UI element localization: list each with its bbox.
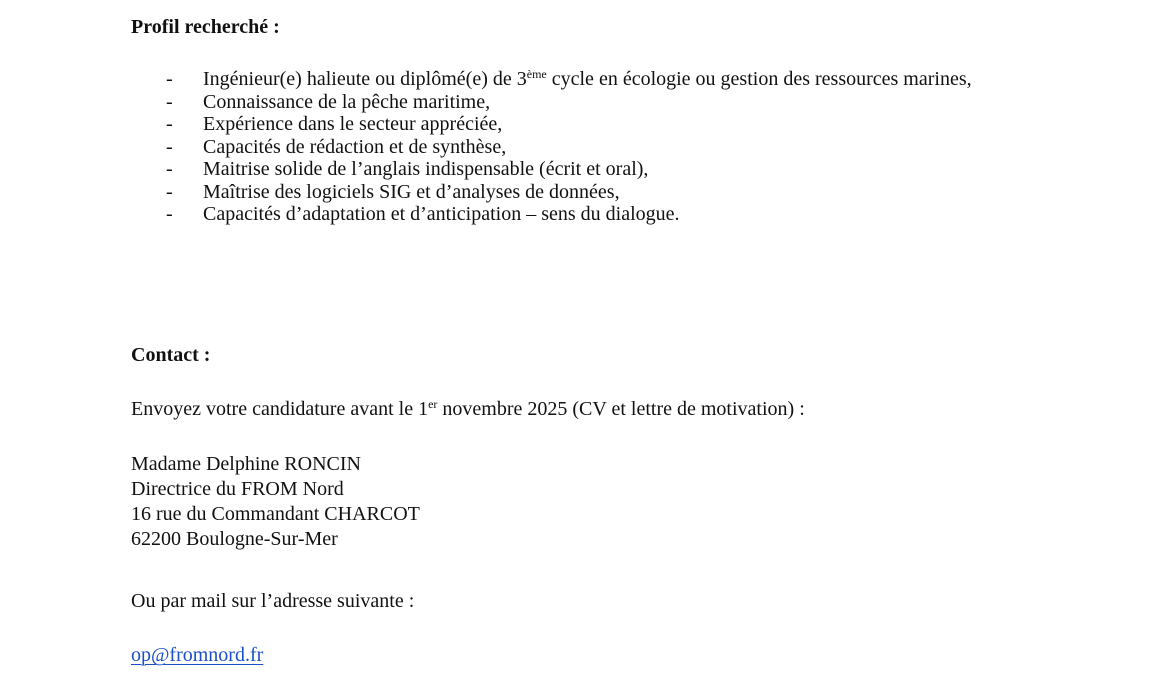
- instructions-superscript: er: [428, 397, 438, 411]
- profile-heading: Profil recherché :: [131, 16, 280, 38]
- instructions-text-start: Envoyez votre candidature avant le 1: [131, 398, 429, 420]
- list-bullet: -: [166, 90, 173, 113]
- address-street: 16 rue du Commandant CHARCOT: [131, 503, 420, 525]
- list-item-superscript: ème: [526, 67, 547, 81]
- address-role: Directrice du FROM Nord: [131, 478, 344, 500]
- list-item-text: Capacités d’adaptation et d’anticipation – sens du dialogue.: [203, 203, 680, 225]
- address-name: Madame Delphine RONCIN: [131, 453, 361, 475]
- email-intro: Ou par mail sur l’adresse suivante :: [131, 590, 415, 612]
- list-item: [131, 91, 1051, 114]
- list-item: [131, 113, 1051, 136]
- address-city: 62200 Boulogne-Sur-Mer: [131, 528, 338, 550]
- list-bullet: -: [166, 68, 173, 90]
- list-bullet: -: [166, 203, 173, 225]
- postal-address: [131, 452, 420, 552]
- list-item-text-end: cycle en écologie ou gestion des ressources marines,: [546, 68, 972, 90]
- list-item-text: Maitrise solide de l’anglais indispensable (écrit et oral),: [203, 158, 649, 180]
- list-item: [131, 68, 1051, 91]
- list-bullet: -: [166, 135, 173, 158]
- application-instructions: [131, 397, 805, 421]
- list-bullet: -: [166, 113, 173, 135]
- list-item-text: Capacités de rédaction et de synthèse,: [203, 135, 507, 158]
- list-item: [131, 203, 1051, 226]
- list-bullet: -: [166, 180, 173, 203]
- list-item: [131, 181, 1051, 204]
- contact-heading: Contact :: [131, 344, 211, 366]
- instructions-text-end: novembre 2025 (CV et lettre de motivation) :: [437, 398, 805, 420]
- email-link[interactable]: op@fromnord.fr: [131, 644, 264, 666]
- list-item-text: Maîtrise des logiciels SIG et d’analyses de données,: [203, 180, 620, 203]
- list-item-text: Expérience dans le secteur appréciée,: [203, 113, 503, 135]
- list-item: [131, 136, 1051, 159]
- requirements-list: [131, 68, 1051, 226]
- list-item-text-start: Ingénieur(e) halieute ou diplômé(e) de 3: [203, 68, 527, 90]
- list-bullet: -: [166, 158, 173, 180]
- list-item-text: Connaissance de la pêche maritime,: [203, 90, 491, 113]
- list-item: [131, 158, 1051, 181]
